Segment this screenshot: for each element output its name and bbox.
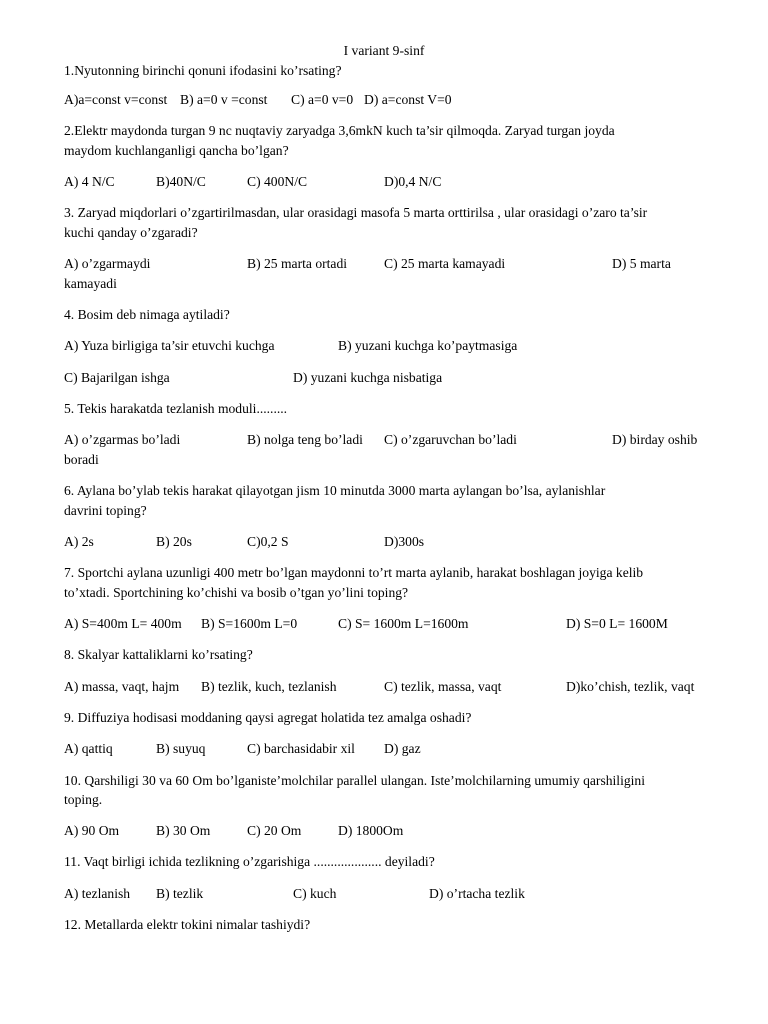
question-3-option-a: A) o’zgarmaydi xyxy=(64,256,151,271)
question-2-text-line-1: 2.Elektr maydonda turgan 9 nc nuqtaviy zaryadga 3,6mkN kuch ta’sir qilmoqda. Zaryad turgan joyda xyxy=(64,123,615,138)
question-8-option-d: D)ko’chish, tezlik, vaqt xyxy=(566,679,695,694)
question-10-text-line-2: toping. xyxy=(64,792,103,807)
question-7-option-a: A) S=400m L= 400m xyxy=(64,616,182,631)
question-8-option-a: A) massa, vaqt, hajm xyxy=(64,679,180,694)
question-2-option-b: B)40N/C xyxy=(156,174,206,189)
question-11-option-b: B) tezlik xyxy=(156,886,204,901)
question-9-option-d: D) gaz xyxy=(384,741,421,756)
question-8-text: 8. Skalyar kattaliklarni ko’rsating? xyxy=(64,647,253,662)
question-1-text: 1.Nyutonning birinchi qonuni ifodasini ko’rsating? xyxy=(64,63,342,78)
question-8-option-c: C) tezlik, massa, vaqt xyxy=(384,679,502,694)
question-2-option-d: D)0,4 N/C xyxy=(384,174,442,189)
question-7-text-line-1: 7. Sportchi aylana uzunligi 400 metr bo’lgan maydonni to’rt marta aylanib, harakat boshlagan joyiga kelib xyxy=(64,565,644,580)
question-10-option-c: C) 20 Om xyxy=(247,823,302,838)
question-9-option-b: B) suyuq xyxy=(156,741,206,756)
question-11-option-a: A) tezlanish xyxy=(64,886,131,901)
question-3-option-d-wrap: kamayadi xyxy=(64,276,117,291)
question-2-text-line-2: maydom kuchlanganligi qancha bo’lgan? xyxy=(64,143,289,158)
question-10-text-line-1: 10. Qarshiligi 30 va 60 Om bo’lganiste’molchilar parallel ulangan. Iste’molchilarning umumiy qarshiligini xyxy=(64,773,646,788)
question-7-text-line-2: to’xtadi. Sportchining ko’chishi va bosib o’tgan yo’lini toping? xyxy=(64,585,409,600)
question-5-option-c: C) o’zgaruvchan bo’ladi xyxy=(384,432,517,447)
question-2-option-c: C) 400N/C xyxy=(247,174,308,189)
question-5-text: 5. Tekis harakatda tezlanish moduli......... xyxy=(64,401,288,416)
question-1-option-a: A)a=const v=const xyxy=(64,92,168,107)
question-4-option-d: D) yuzani kuchga nisbatiga xyxy=(293,370,443,385)
question-5-option-a: A) o’zgarmas bo’ladi xyxy=(64,432,181,447)
question-3-option-c: C) 25 marta kamayadi xyxy=(384,256,506,271)
question-4-text: 4. Bosim deb nimaga aytiladi? xyxy=(64,307,230,322)
question-6-option-b: B) 20s xyxy=(156,534,192,549)
question-4-option-a: A) Yuza birligiga ta’sir etuvchi kuchga xyxy=(64,338,275,353)
question-4-option-c: C) Bajarilgan ishga xyxy=(64,370,170,385)
question-9-option-c: C) barchasidabir xil xyxy=(247,741,355,756)
question-6-option-a: A) 2s xyxy=(64,534,94,549)
question-1-option-d: D) a=const V=0 xyxy=(364,92,452,107)
question-3-text-line-2: kuchi qanday o’zgaradi? xyxy=(64,225,198,240)
question-8-option-b: B) tezlik, kuch, tezlanish xyxy=(201,679,337,694)
question-10-option-b: B) 30 Om xyxy=(156,823,211,838)
page-title: I variant 9-sinf xyxy=(343,43,425,58)
question-11-text: 11. Vaqt birligi ichida tezlikning o’zgarishiga .................... deyiladi? xyxy=(64,854,435,869)
question-9-text: 9. Diffuziya hodisasi moddaning qaysi agregat holatida tez amalga oshadi? xyxy=(64,710,472,725)
question-3-text-line-1: 3. Zaryad miqdorlari o’zgartirilmasdan, ular orasidagi masofa 5 marta orttirilsa , ular orasidagi o’zaro ta’sir xyxy=(64,205,648,220)
question-6-option-c: C)0,2 S xyxy=(247,534,289,549)
question-7-option-b: B) S=1600m L=0 xyxy=(201,616,298,631)
question-5-option-d-wrap: boradi xyxy=(64,452,99,467)
question-3-option-b: B) 25 marta ortadi xyxy=(247,256,348,271)
question-11-option-c: C) kuch xyxy=(293,886,337,901)
question-10-option-d: D) 1800Om xyxy=(338,823,404,838)
question-1-option-b: B) a=0 v =const xyxy=(180,92,268,107)
question-7-option-c: C) S= 1600m L=1600m xyxy=(338,616,469,631)
question-1-option-c: C) a=0 v=0 xyxy=(291,92,354,107)
question-10-option-a: A) 90 Om xyxy=(64,823,120,838)
question-6-text-line-1: 6. Aylana bo’ylab tekis harakat qilayotgan jism 10 minutda 3000 marta aylangan bo’lsa, aylanishlar xyxy=(64,483,606,498)
question-6-option-d: D)300s xyxy=(384,534,425,549)
question-7-option-d: D) S=0 L= 1600M xyxy=(566,616,668,631)
question-3-option-d: D) 5 marta xyxy=(612,256,671,271)
question-9-option-a: A) qattiq xyxy=(64,741,113,756)
question-11-option-d: D) o’rtacha tezlik xyxy=(429,886,525,901)
question-5-option-b: B) nolga teng bo’ladi xyxy=(247,432,363,447)
question-2-option-a: A) 4 N/C xyxy=(64,174,115,189)
question-4-option-b: B) yuzani kuchga ko’paytmasiga xyxy=(338,338,518,353)
question-6-text-line-2: davrini toping? xyxy=(64,503,147,518)
question-5-option-d: D) birday oshib xyxy=(612,432,698,447)
question-12-text: 12. Metallarda elektr tokini nimalar tashiydi? xyxy=(64,917,311,932)
